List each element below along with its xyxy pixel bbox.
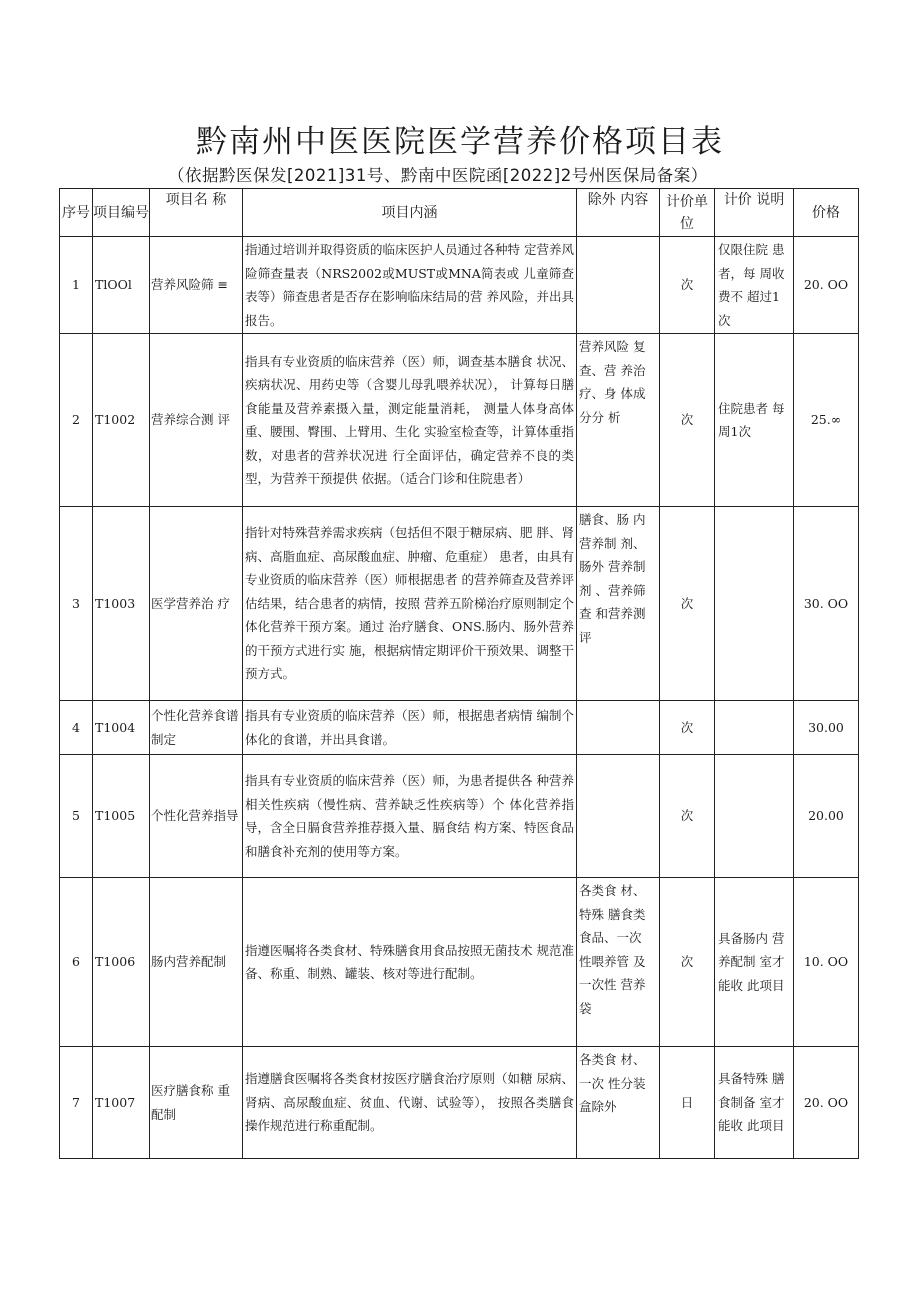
- cell-name: 个性化营养食谱制定: [150, 701, 243, 755]
- header-code: 项目编号: [93, 189, 150, 237]
- cell-note: 住院患者 每周1次: [715, 334, 794, 507]
- cell-excluded: 营养风险 复查、营 养治疗、身 体成分分 析: [577, 334, 660, 507]
- cell-price: 20.00: [794, 755, 859, 878]
- cell-name: 营养综合测 评: [150, 334, 243, 507]
- cell-no: 3: [60, 507, 93, 701]
- cell-name: 营养风险筛 ≡: [150, 237, 243, 334]
- cell-code: T1002: [93, 334, 150, 507]
- cell-excluded: [577, 237, 660, 334]
- header-price: 价格: [794, 189, 859, 237]
- cell-no: 2: [60, 334, 93, 507]
- cell-price: 20. OO: [794, 237, 859, 334]
- header-name: 项目名 称: [150, 189, 243, 237]
- cell-content: 指遵膳食医嘱将各类食材按医疗膳食治疗原则（如糖 尿病、肾病、高尿酸血症、贫血、代谢、试验等）， 按照各类膳食操作规范进行称重配制。: [243, 1047, 577, 1159]
- cell-content: 指针对特殊营养需求疾病（包括但不限于糖尿病、肥 胖、肾病、高脂血症、高尿酸血症、肿瘤、危重症） 患者，由具有专业资质的临床营养（医）师根据患者 的营养筛查及营养评估结果，结合患者的病情，按照 营养五阶梯治疗原则制定个体化营养干预方案。通过 治疗膳食、ONS.肠内、肠外营养的干预方式进行实 施，根据病情定期评价干预效果、调整干预方式。: [243, 507, 577, 701]
- cell-excluded: [577, 701, 660, 755]
- cell-note: 具备肠内 营养配制 室才能收 此项目: [715, 878, 794, 1047]
- cell-code: T1004: [93, 701, 150, 755]
- cell-unit: 次: [660, 755, 715, 878]
- cell-name: 医疗膳食称 重配制: [150, 1047, 243, 1159]
- cell-unit: 次: [660, 878, 715, 1047]
- document-subtitle: （依据黔医保发[2021]31号、黔南中医院函[2022]2号州医保局备案）: [168, 166, 708, 185]
- cell-name: 医学营养治 疗: [150, 507, 243, 701]
- table-row: [60, 701, 859, 755]
- table-row: [60, 755, 859, 878]
- cell-code: T1005: [93, 755, 150, 878]
- cell-price: 30.00: [794, 701, 859, 755]
- header-note: 计价 说明: [715, 189, 794, 237]
- cell-no: 4: [60, 701, 93, 755]
- table-row: [60, 237, 859, 334]
- cell-content: 指具有专业资质的临床营养（医）师，根据患者病情 编制个体化的食谱，并出具食谱。: [243, 701, 577, 755]
- header-excluded: 除外 内容: [577, 189, 660, 237]
- cell-note: [715, 701, 794, 755]
- cell-no: 1: [60, 237, 93, 334]
- cell-unit: 次: [660, 237, 715, 334]
- cell-note: [715, 755, 794, 878]
- header-no: 序号: [60, 189, 93, 237]
- cell-unit: 次: [660, 701, 715, 755]
- cell-note: [715, 507, 794, 701]
- cell-excluded: [577, 755, 660, 878]
- cell-content: 指遵医嘱将各类食材、特殊膳食用食品按照无菌技术 规范准备、称重、制熟、罐装、核对等进行配制。: [243, 878, 577, 1047]
- table-row: [60, 507, 859, 701]
- table-row: [60, 878, 859, 1047]
- price-table: [59, 188, 859, 1159]
- cell-note: 仅限住院 患者，每 周收费不 超过1次: [715, 237, 794, 334]
- cell-content: 指具有专业资质的临床营养（医）师，为患者提供各 种营养相关性疾病（慢性病、营养缺乏性疾病等）个 体化营养指导，含全日膈食营养推荐摄入量、膈食结 构方案、特医食品和膳食补充剂的使用等方案。: [243, 755, 577, 878]
- cell-excluded: 各类食 材、一次 性分装盒除外: [577, 1047, 660, 1159]
- cell-code: T1007: [93, 1047, 150, 1159]
- cell-code: T1006: [93, 878, 150, 1047]
- cell-unit: 次: [660, 334, 715, 507]
- table-row: [60, 1047, 859, 1159]
- cell-price: 20. OO: [794, 1047, 859, 1159]
- cell-content: 指具有专业资质的临床营养（医）师，调查基本膳食 状况、疾病状况、用药史等（含婴儿母乳喂养状况）， 计算每日膳食能量及营养素摄入量，测定能量消耗， 测量人体身高体重、腰围、臀围、上臂用、生化 实验室检查等，计算体重指数，对患者的营养状况进 行全面评估，确定营养不良的类型，为营养干预提供 依据。（适合门诊和住院患者）: [243, 334, 577, 507]
- cell-excluded: 各类食 材、特殊 膳食类食品、一次 性喂养管 及一次性 营养袋: [577, 878, 660, 1047]
- cell-price: 25.∞: [794, 334, 859, 507]
- cell-no: 6: [60, 878, 93, 1047]
- cell-name: 个性化营养指导: [150, 755, 243, 878]
- header-content: 项目内涵: [243, 189, 577, 237]
- table-header-row: [60, 189, 859, 237]
- cell-price: 10. OO: [794, 878, 859, 1047]
- cell-unit: 日: [660, 1047, 715, 1159]
- cell-unit: 次: [660, 507, 715, 701]
- cell-name: 肠内营养配制: [150, 878, 243, 1047]
- cell-no: 7: [60, 1047, 93, 1159]
- cell-content: 指通过培训并取得资质的临床医护人员通过各种特 定营养风险筛查量表（NRS2002或MUST或MNA简表或 儿童筛查表等）筛查患者是否存在影响临床结局的营 养风险，并出具报告。: [243, 237, 577, 334]
- table-row: [60, 334, 859, 507]
- header-unit: 计价单位: [660, 189, 715, 237]
- cell-code: T1003: [93, 507, 150, 701]
- cell-price: 30. OO: [794, 507, 859, 701]
- cell-code: TlOOl: [93, 237, 150, 334]
- cell-no: 5: [60, 755, 93, 878]
- document-title: 黔南州中医医院医学营养价格项目表: [196, 124, 724, 160]
- cell-note: 具备特殊 膳食制备 室才能收 此项目: [715, 1047, 794, 1159]
- cell-excluded: 膳食、肠 内营养制 剂、肠外 营养制剂 、营养筛查 和营养测评: [577, 507, 660, 701]
